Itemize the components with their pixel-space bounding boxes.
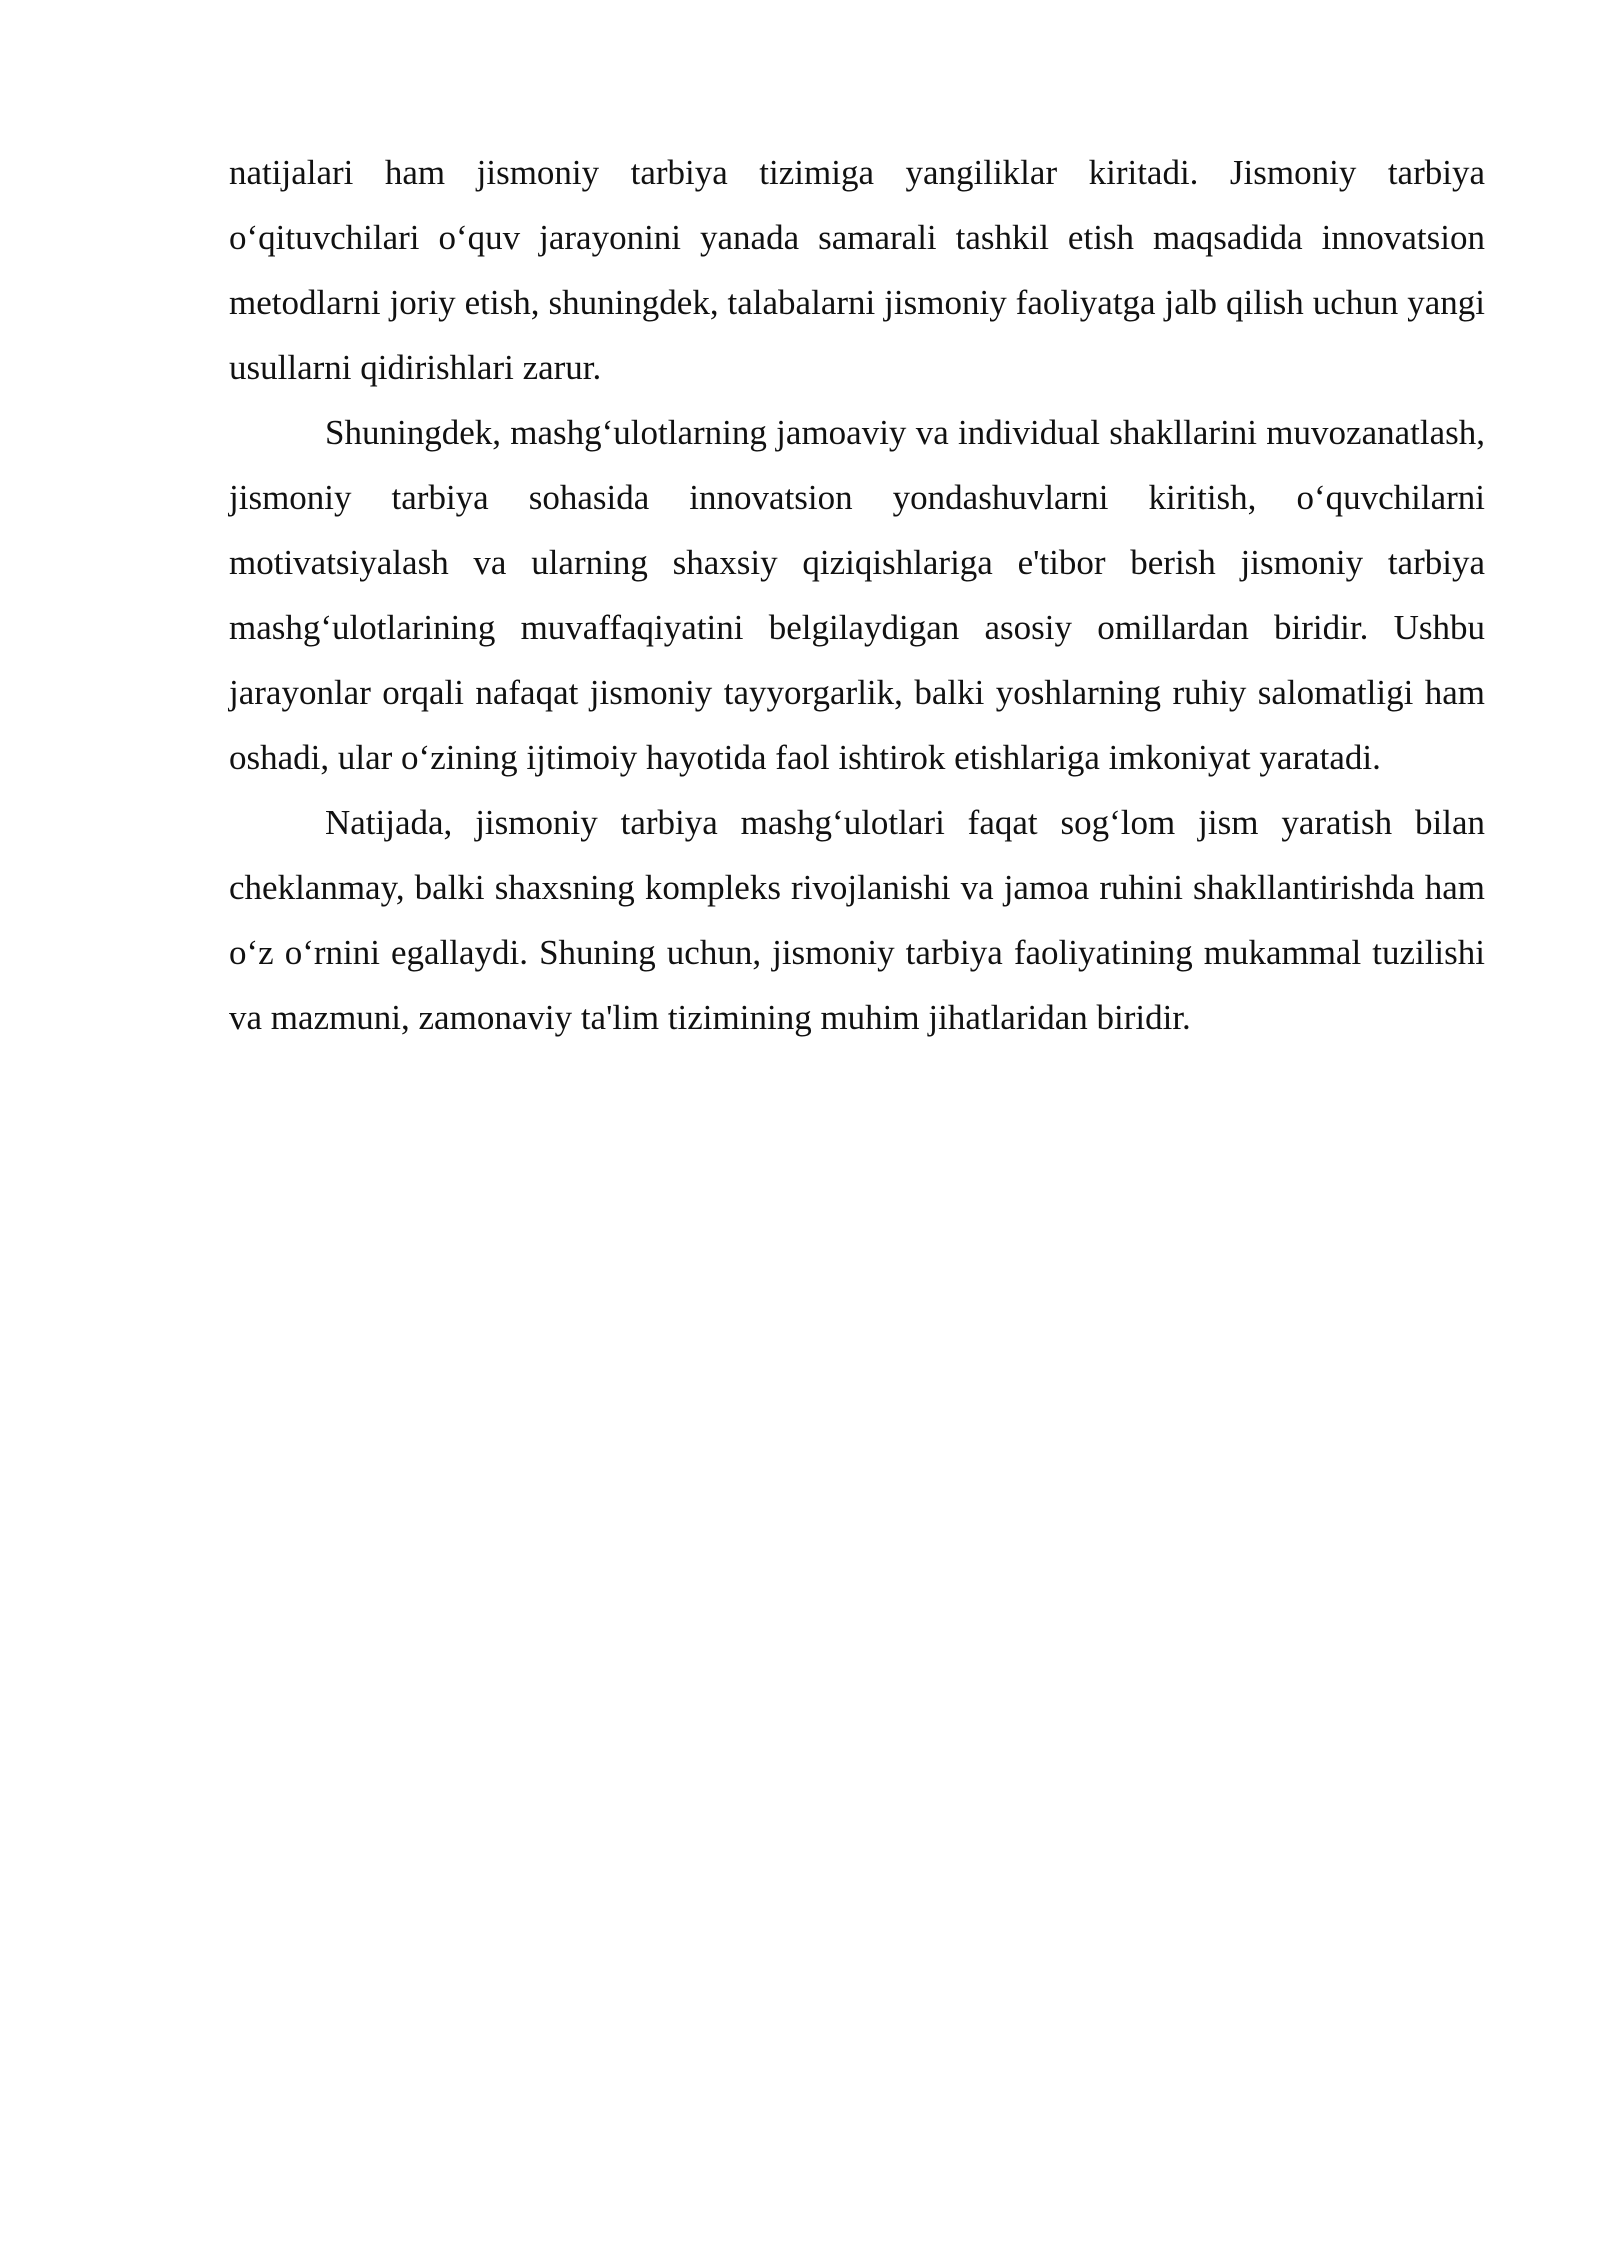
paragraph-continuation: natijalari ham jismoniy tarbiya tizimiga yangiliklar kiritadi. Jismoniy tarbiya o‘qituvchilari o‘quv jarayonini yanada samarali tashkil etish maqsadida innovatsion metodlarni joriy etish, shuningdek, talabalarni jismoniy faoliyatga jalb qilish uchun yangi usullarni qidirishlari zarur.	[229, 153, 1485, 387]
paragraph-shuningdek: Shuningdek, mashg‘ulotlarning jamoaviy va individual shakllarini muvozanatlash, jismoniy tarbiya sohasida innovatsion yondashuvlarni kiritish, o‘quvchilarni motivatsiyalash va ularning shaxsiy qiziqishlariga e'tibor berish jismoniy tarbiya mashg‘ulotlarining muvaffaqiyatini belgilaydigan asosiy omillardan biridir. Ushbu jarayonlar orqali nafaqat jismoniy tayyorgarlik, balki yoshlarning ruhiy salomatligi ham oshadi, ular o‘zining ijtimoiy hayotida faol ishtirok etishlariga imkoniyat yaratadi.	[229, 413, 1485, 777]
document-body	[229, 140, 1485, 1050]
paragraph-natijada: Natijada, jismoniy tarbiya mashg‘ulotlari faqat sog‘lom jism yaratish bilan cheklanmay, balki shaxsning kompleks rivojlanishi va jamoa ruhini shakllantirishda ham o‘z o‘rnini egallaydi. Shuning uchun, jismoniy tarbiya faoliyatining mukammal tuzilishi va mazmuni, zamonaviy ta'lim tizimining muhim jihatlaridan biridir.	[229, 803, 1485, 1037]
